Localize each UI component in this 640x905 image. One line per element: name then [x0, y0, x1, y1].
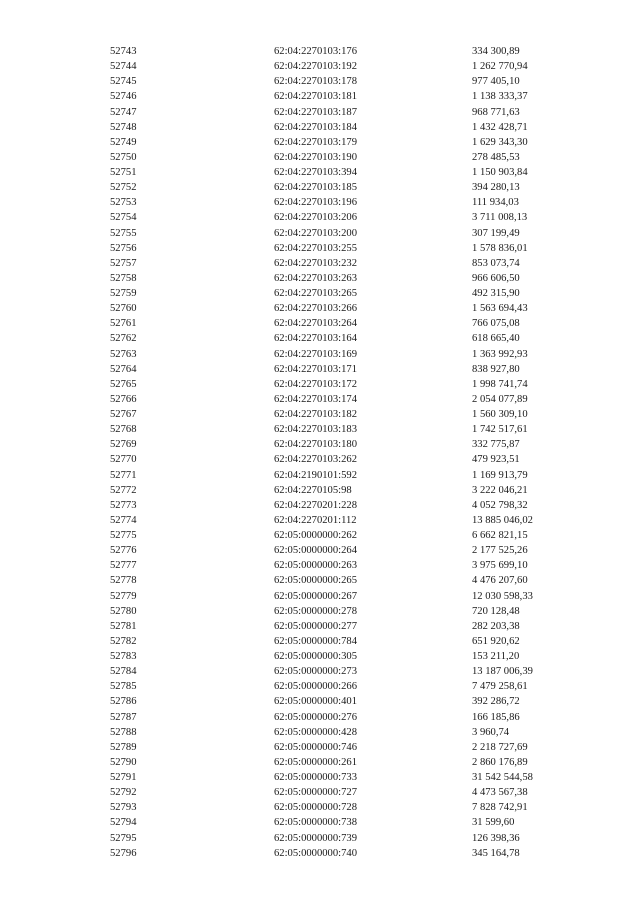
table-row: [110, 589, 570, 604]
cadastral-number: 62:05:0000000:305: [274, 651, 357, 662]
row-number: 52771: [110, 469, 137, 481]
value-amount: 4 476 207,60: [472, 575, 528, 587]
row-number: 52790: [110, 756, 137, 768]
cadastral-number: 62:05:0000000:262: [274, 530, 357, 541]
row-number: 52779: [110, 590, 137, 602]
value-amount: 282 203,38: [472, 620, 520, 632]
table-row: [110, 437, 570, 452]
value-amount: 3 222 046,21: [472, 484, 528, 496]
cadastral-number: 62:05:0000000:739: [274, 832, 357, 844]
row-number: 52791: [110, 772, 137, 783]
table-row: [110, 165, 570, 180]
row-number: 52754: [110, 212, 137, 224]
value-amount: 6 662 821,15: [472, 530, 528, 541]
value-amount: 1 363 992,93: [472, 348, 528, 360]
row-number: 52767: [110, 409, 137, 420]
table-row: [110, 498, 570, 513]
row-number: 52765: [110, 378, 137, 390]
cadastral-number: 62:04:2270201:228: [274, 499, 357, 511]
table-row: [110, 226, 570, 241]
cadastral-number: 62:04:2270103:184: [274, 121, 357, 133]
table-row: [110, 105, 570, 120]
table-row: [110, 392, 570, 407]
table-row: [110, 301, 570, 316]
value-amount: 7 479 258,61: [472, 681, 528, 693]
table-row: [110, 528, 570, 543]
row-number: 52763: [110, 348, 137, 360]
cadastral-number: 62:05:0000000:428: [274, 726, 357, 738]
table-row: [110, 740, 570, 755]
cadastral-number: 62:04:2270103:169: [274, 348, 357, 360]
value-amount: 3 975 699,10: [472, 560, 528, 572]
value-amount: 1 629 343,30: [472, 136, 528, 148]
cadastral-number: 62:05:0000000:276: [274, 711, 357, 723]
value-amount: 766 075,08: [472, 318, 520, 330]
value-amount: 1 998 741,74: [472, 378, 528, 390]
table-row: [110, 377, 570, 392]
cadastral-number: 62:05:0000000:273: [274, 666, 357, 678]
table-row: [110, 150, 570, 165]
table-row: [110, 271, 570, 286]
table-row: [110, 483, 570, 498]
row-number: 52784: [110, 666, 137, 678]
cadastral-number: 62:04:2270103:255: [274, 242, 357, 254]
row-number: 52746: [110, 91, 137, 103]
value-amount: 720 128,48: [472, 605, 520, 617]
cadastral-number: 62:04:2270103:206: [274, 212, 357, 224]
row-number: 52748: [110, 121, 137, 133]
value-amount: 153 211,20: [472, 651, 520, 662]
cadastral-number: 62:04:2270105:98: [274, 484, 352, 496]
table-row: [110, 664, 570, 679]
row-number: 52787: [110, 711, 137, 723]
value-amount: 307 199,49: [472, 227, 520, 239]
row-number: 52762: [110, 333, 137, 345]
value-amount: 7 828 742,91: [472, 802, 528, 814]
value-amount: 1 169 913,79: [472, 469, 528, 481]
row-number: 52785: [110, 681, 137, 693]
row-number: 52795: [110, 832, 137, 844]
cadastral-number: 62:05:0000000:746: [274, 741, 357, 753]
table-row: [110, 59, 570, 74]
value-amount: 1 432 428,71: [472, 121, 528, 133]
table-row: [110, 331, 570, 346]
table-row: [110, 604, 570, 619]
table-row: [110, 694, 570, 709]
cadastral-number: 62:04:2270103:185: [274, 182, 357, 194]
table-row: [110, 362, 570, 377]
table-row: [110, 422, 570, 437]
row-number: 52796: [110, 847, 137, 859]
cadastral-number: 62:05:0000000:265: [274, 575, 357, 587]
row-number: 52789: [110, 741, 137, 753]
cadastral-number: 62:04:2270103:174: [274, 393, 357, 405]
row-number: 52745: [110, 76, 137, 88]
table-row: [110, 831, 570, 846]
value-amount: 651 920,62: [472, 635, 520, 647]
value-amount: 345 164,78: [472, 847, 520, 859]
cadastral-number: 62:05:0000000:738: [274, 817, 357, 829]
value-amount: 2 218 727,69: [472, 741, 528, 753]
cadastral-number: 62:04:2270103:192: [274, 61, 357, 73]
cadastral-number: 62:04:2270103:172: [274, 378, 357, 390]
table-row: [110, 543, 570, 558]
value-amount: 1 150 903,84: [472, 167, 528, 178]
cadastral-number: 62:05:0000000:728: [274, 802, 357, 814]
value-amount: 334 300,89: [472, 46, 520, 57]
row-number: 52750: [110, 151, 137, 163]
value-amount: 618 665,40: [472, 333, 520, 345]
cadastral-number: 62:04:2270103:264: [274, 318, 357, 330]
cadastral-number: 62:05:0000000:266: [274, 681, 357, 693]
cadastral-number: 62:05:0000000:784: [274, 635, 357, 647]
table-row: [110, 649, 570, 664]
table-row: [110, 180, 570, 195]
value-amount: 1 563 694,43: [472, 303, 528, 315]
row-number: 52792: [110, 787, 137, 799]
table-row: [110, 513, 570, 528]
cadastral-number: 62:04:2270103:394: [274, 167, 357, 178]
cadastral-number: 62:04:2270103:190: [274, 151, 357, 163]
table-row: [110, 256, 570, 271]
table-row: [110, 241, 570, 256]
value-amount: 31 542 544,58: [472, 772, 533, 783]
table-row: [110, 725, 570, 740]
cadastral-number: 62:04:2270103:262: [274, 454, 357, 466]
row-number: 52755: [110, 227, 137, 239]
table-row: [110, 679, 570, 694]
value-amount: 2 177 525,26: [472, 545, 528, 557]
data-table: [110, 44, 570, 861]
row-number: 52753: [110, 197, 137, 209]
cadastral-number: 62:04:2270103:176: [274, 46, 357, 57]
table-row: [110, 210, 570, 225]
value-amount: 492 315,90: [472, 288, 520, 299]
row-number: 52768: [110, 424, 137, 436]
row-number: 52759: [110, 288, 137, 299]
row-number: 52782: [110, 635, 137, 647]
cadastral-number: 62:05:0000000:277: [274, 620, 357, 632]
value-amount: 1 262 770,94: [472, 61, 528, 73]
row-number: 52786: [110, 696, 137, 708]
value-amount: 111 934,03: [472, 197, 519, 209]
table-row: [110, 710, 570, 725]
value-amount: 968 771,63: [472, 106, 520, 118]
row-number: 52780: [110, 605, 137, 617]
value-amount: 392 286,72: [472, 696, 520, 708]
value-amount: 1 578 836,01: [472, 242, 528, 254]
value-amount: 13 187 006,39: [472, 666, 533, 678]
value-amount: 1 560 309,10: [472, 409, 528, 420]
row-number: 52772: [110, 484, 137, 496]
value-amount: 126 398,36: [472, 832, 520, 844]
table-row: [110, 120, 570, 135]
table-row: [110, 800, 570, 815]
cadastral-number: 62:04:2270103:265: [274, 288, 357, 299]
row-number: 52769: [110, 439, 137, 451]
value-amount: 31 599,60: [472, 817, 515, 829]
cadastral-number: 62:05:0000000:267: [274, 590, 357, 602]
cadastral-number: 62:05:0000000:263: [274, 560, 357, 572]
cadastral-number: 62:04:2270103:196: [274, 197, 357, 209]
cadastral-number: 62:04:2270103:266: [274, 303, 357, 315]
value-amount: 12 030 598,33: [472, 590, 533, 602]
row-number: 52744: [110, 61, 137, 73]
table-row: [110, 74, 570, 89]
value-amount: 394 280,13: [472, 182, 520, 194]
cadastral-number: 62:04:2270103:187: [274, 106, 357, 118]
cadastral-number: 62:04:2270103:164: [274, 333, 357, 345]
table-row: [110, 452, 570, 467]
row-number: 52775: [110, 530, 137, 541]
table-row: [110, 347, 570, 362]
value-amount: 1 742 517,61: [472, 424, 528, 436]
cadastral-number: 62:05:0000000:733: [274, 772, 357, 783]
row-number: 52794: [110, 817, 137, 829]
value-amount: 3 960,74: [472, 726, 510, 738]
table-row: [110, 89, 570, 104]
value-amount: 2 860 176,89: [472, 756, 528, 768]
cadastral-number: 62:04:2270103:232: [274, 257, 357, 269]
value-amount: 977 405,10: [472, 76, 520, 88]
value-amount: 1 138 333,37: [472, 91, 528, 103]
row-number: 52764: [110, 363, 137, 375]
cadastral-number: 62:04:2270103:178: [274, 76, 357, 88]
cadastral-number: 62:05:0000000:740: [274, 847, 357, 859]
row-number: 52778: [110, 575, 137, 587]
row-number: 52756: [110, 242, 137, 254]
row-number: 52757: [110, 257, 137, 269]
value-amount: 3 711 008,13: [472, 212, 528, 224]
row-number: 52751: [110, 167, 137, 178]
table-row: [110, 44, 570, 59]
table-row: [110, 619, 570, 634]
value-amount: 166 185,86: [472, 711, 520, 723]
cadastral-number: 62:04:2190101:592: [274, 469, 357, 481]
value-amount: 2 054 077,89: [472, 393, 528, 405]
table-row: [110, 468, 570, 483]
row-number: 52777: [110, 560, 137, 572]
cadastral-number: 62:04:2270103:180: [274, 439, 357, 451]
row-number: 52749: [110, 136, 137, 148]
value-amount: 479 923,51: [472, 454, 520, 466]
table-row: [110, 316, 570, 331]
table-row: [110, 815, 570, 830]
value-amount: 278 485,53: [472, 151, 520, 163]
value-amount: 853 073,74: [472, 257, 520, 269]
value-amount: 4 052 798,32: [472, 499, 528, 511]
cadastral-number: 62:05:0000000:401: [274, 696, 357, 708]
cadastral-number: 62:04:2270103:200: [274, 227, 357, 239]
row-number: 52793: [110, 802, 137, 814]
row-number: 52781: [110, 620, 137, 632]
cadastral-number: 62:04:2270201:112: [274, 514, 357, 526]
value-amount: 4 473 567,38: [472, 787, 528, 799]
row-number: 52776: [110, 545, 137, 557]
cadastral-number: 62:05:0000000:278: [274, 605, 357, 617]
row-number: 52774: [110, 514, 137, 526]
row-number: 52783: [110, 651, 137, 662]
row-number: 52766: [110, 393, 137, 405]
row-number: 52758: [110, 272, 137, 284]
cadastral-number: 62:05:0000000:261: [274, 756, 357, 768]
cadastral-number: 62:05:0000000:264: [274, 545, 357, 557]
table-row: [110, 558, 570, 573]
row-number: 52747: [110, 106, 137, 118]
table-row: [110, 286, 570, 301]
table-row: [110, 195, 570, 210]
cadastral-number: 62:04:2270103:179: [274, 136, 357, 148]
table-row: [110, 846, 570, 861]
table-row: [110, 755, 570, 770]
row-number: 52773: [110, 499, 137, 511]
table-row: [110, 135, 570, 150]
cadastral-number: 62:04:2270103:183: [274, 424, 357, 436]
row-number: 52761: [110, 318, 137, 330]
cadastral-number: 62:04:2270103:263: [274, 272, 357, 284]
cadastral-number: 62:04:2270103:171: [274, 363, 357, 375]
table-row: [110, 634, 570, 649]
row-number: 52788: [110, 726, 137, 738]
row-number: 52743: [110, 46, 137, 57]
table-row: [110, 770, 570, 785]
table-row: [110, 573, 570, 588]
table-row: [110, 407, 570, 422]
value-amount: 838 927,80: [472, 363, 520, 375]
cadastral-number: 62:04:2270103:182: [274, 409, 357, 420]
table-row: [110, 785, 570, 800]
row-number: 52760: [110, 303, 137, 315]
value-amount: 13 885 046,02: [472, 514, 533, 526]
cadastral-number: 62:04:2270103:181: [274, 91, 357, 103]
row-number: 52752: [110, 182, 137, 194]
row-number: 52770: [110, 454, 137, 466]
value-amount: 966 606,50: [472, 272, 520, 284]
value-amount: 332 775,87: [472, 439, 520, 451]
cadastral-number: 62:05:0000000:727: [274, 787, 357, 799]
